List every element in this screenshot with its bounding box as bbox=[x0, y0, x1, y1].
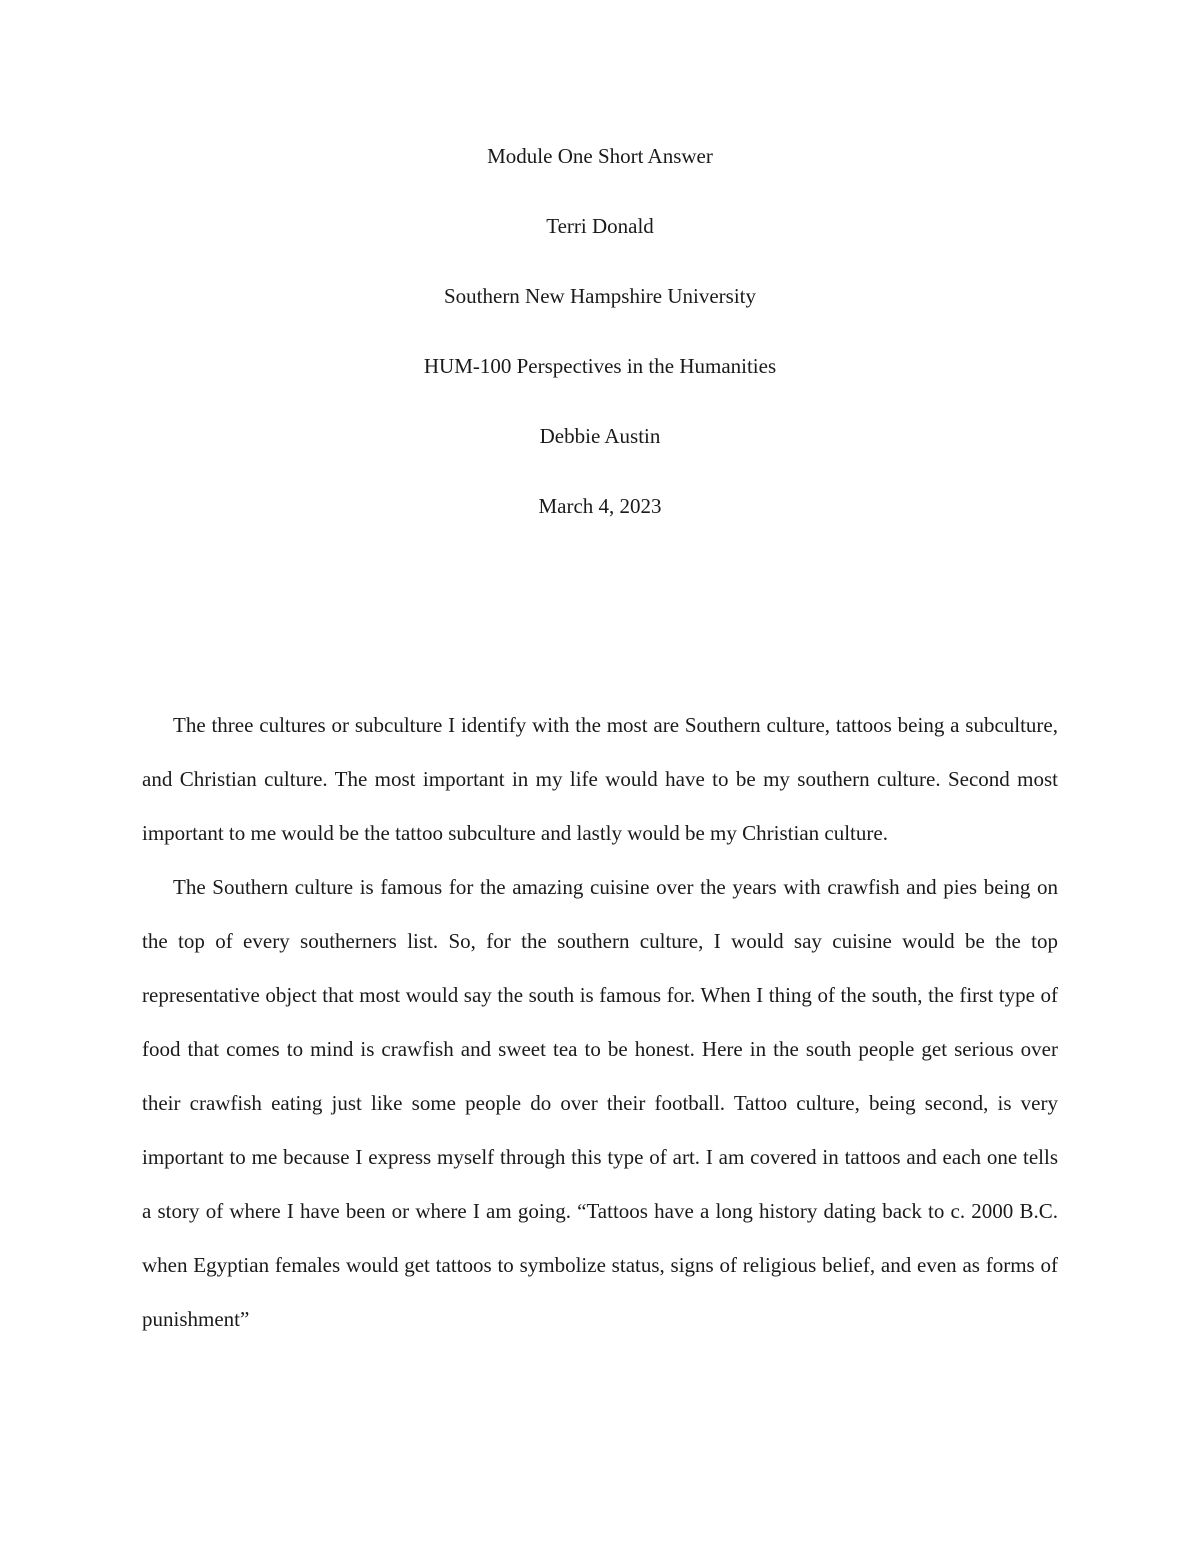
instructor-name: Debbie Austin bbox=[539, 424, 661, 448]
paper-title: Module One Short Answer bbox=[487, 144, 713, 168]
author-name: Terri Donald bbox=[546, 214, 654, 238]
institution-name: Southern New Hampshire University bbox=[443, 284, 757, 308]
course-name: HUM-100 Perspectives in the Humanities bbox=[423, 354, 777, 378]
title-page-block bbox=[0, 140, 1200, 560]
essay-paragraph-1: The three cultures or subculture I identify with the most are Southern culture, tattoos being a subculture, and Christian culture. The most important in my life would have to be my southern culture. Second most important to me would be the tattoo subculture and lastly would be my Christian culture. bbox=[142, 713, 1058, 845]
essay-body bbox=[142, 698, 1058, 1346]
submission-date: March 4, 2023 bbox=[538, 494, 662, 518]
essay-paragraph-2: The Southern culture is famous for the amazing cuisine over the years with crawfish and pies being on the top of every southerners list. So, for the southern culture, I would say cuisine would be the top representative object that most would say the south is famous for. When I thing of the south, the first type of food that comes to mind is crawfish and sweet tea to be honest. Here in the south people get serious over their crawfish eating just like some people do over their football. Tattoo culture, being second, is very important to me because I express myself through this type of art. I am covered in tattoos and each one tells a story of where I have been or where I am going. “Tattoos have a long history dating back to c. 2000 B.C. when Egyptian females would get tattoos to symbolize status, signs of religious belief, and even as forms of punishment” bbox=[142, 875, 1058, 1331]
